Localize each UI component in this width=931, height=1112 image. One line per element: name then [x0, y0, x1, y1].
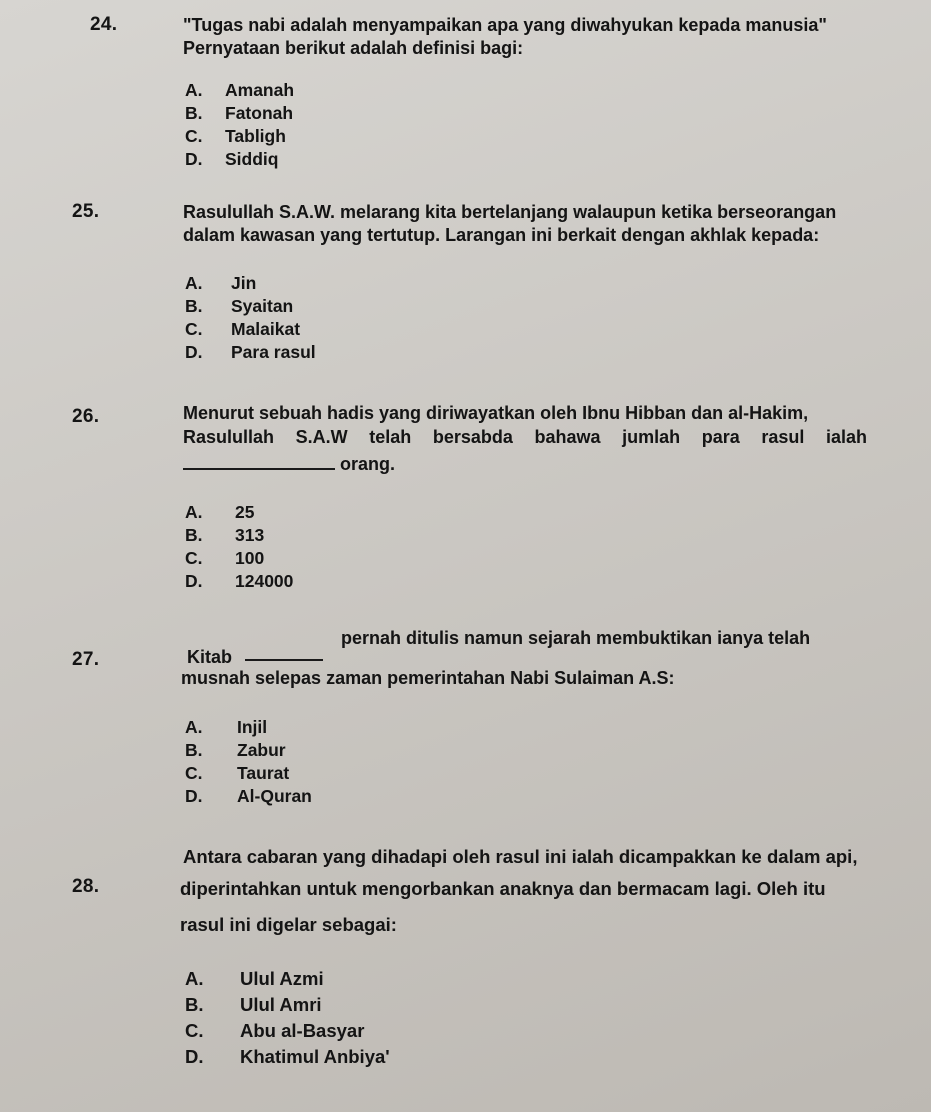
option-text: Khatimul Anbiya' [240, 1046, 390, 1067]
option-text: Fatonah [225, 103, 294, 123]
option-letter: B. [185, 740, 203, 760]
option-text: 124000 [235, 571, 294, 591]
option-letter: A. [185, 80, 203, 100]
option-text: Zabur [237, 740, 286, 760]
question-stem-line: rasul ini digelar sebagai: [180, 914, 397, 935]
question-number: 27. [72, 649, 100, 670]
question-stem-line: diperintahkan untuk mengorbankan anaknya dan bermacam lagi. Oleh itu [180, 878, 826, 899]
question-stem-line: pernah ditulis namun sejarah membuktikan ianya telah [341, 628, 811, 648]
question-number: 25. [72, 201, 100, 222]
question-stem-head: Kitab [187, 647, 232, 667]
option-text: Amanah [225, 80, 295, 100]
question-number: 28. [72, 876, 100, 897]
option-text: 25 [235, 502, 255, 522]
option-text: 100 [235, 548, 265, 568]
question-number: 26. [72, 406, 100, 427]
option-letter: A. [185, 502, 203, 522]
option-text: Ulul Amri [240, 994, 322, 1015]
option-text: Abu al-Basyar [240, 1020, 365, 1041]
option-text: Syaitan [231, 296, 294, 316]
option-text: Para rasul [231, 342, 316, 362]
option-letter: B. [185, 994, 204, 1015]
question-stem-line: musnah selepas zaman pemerintahan Nabi Sulaiman A.S: [181, 668, 675, 688]
option-letter: A. [185, 717, 203, 737]
question-stem-line: "Tugas nabi adalah menyampaikan apa yang diwahyukan kepada manusia" [183, 15, 827, 35]
option-text: Ulul Azmi [240, 968, 324, 989]
option-letter: D. [185, 571, 203, 591]
question-stem-line: Antara cabaran yang dihadapi oleh rasul ini ialah dicampakkan ke dalam api, [183, 846, 858, 867]
option-text: Jin [231, 273, 257, 293]
option-text: Injil [237, 717, 268, 737]
option-letter: C. [185, 126, 203, 146]
option-letter: C. [185, 763, 203, 783]
option-letter: D. [185, 342, 203, 362]
option-letter: D. [185, 786, 203, 806]
answer-blank[interactable] [183, 452, 335, 470]
option-text: Taurat [237, 763, 290, 783]
answer-blank[interactable] [245, 643, 323, 661]
option-letter: C. [185, 548, 203, 568]
option-text: Malaikat [231, 319, 301, 339]
question-number: 24. [90, 14, 118, 35]
option-letter: A. [185, 273, 203, 293]
question-stem-line [183, 452, 871, 475]
option-letter: C. [185, 319, 203, 339]
question-stem-line: Rasulullah S.A.W. melarang kita bertelanjang walaupun ketika berseorangan [183, 202, 837, 222]
question-stem-tail: orang. [340, 454, 396, 474]
option-text: Siddiq [225, 149, 279, 169]
option-text: Tabligh [225, 126, 286, 146]
question-stem-line: Pernyataan berikut adalah definisi bagi: [183, 38, 524, 58]
option-letter: C. [185, 1020, 204, 1041]
question-stem-line: dalam kawasan yang tertutup. Larangan ini berkait dengan akhlak kepada: [183, 225, 820, 245]
option-letter: B. [185, 296, 203, 316]
question-stem-line: Rasulullah S.A.W telah bersabda bahawa jumlah para rasul ialah [183, 427, 867, 447]
option-letter: B. [185, 103, 203, 123]
option-letter: B. [185, 525, 203, 545]
option-text: 313 [235, 525, 265, 545]
option-letter: A. [185, 968, 204, 989]
option-letter: D. [185, 1046, 204, 1067]
question-stem-line: Menurut sebuah hadis yang diriwayatkan oleh Ibnu Hibban dan al-Hakim, [183, 403, 809, 423]
option-text: Al-Quran [237, 786, 312, 806]
option-letter: D. [185, 149, 203, 169]
